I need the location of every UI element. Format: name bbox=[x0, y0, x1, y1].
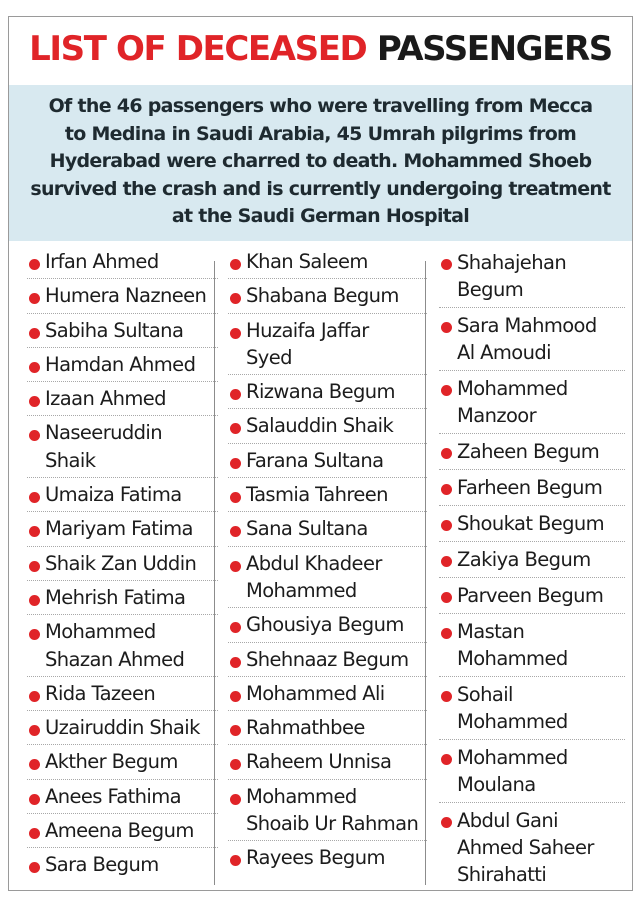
bullet-icon bbox=[29, 759, 40, 770]
list-item bbox=[27, 814, 218, 848]
bullet-icon bbox=[29, 362, 40, 373]
intro-line: Of the 46 passengers who were travelling from Mecca bbox=[48, 95, 593, 117]
bullet-icon bbox=[230, 622, 241, 633]
bullet-icon bbox=[29, 430, 40, 441]
passenger-name: Mohammed Moulana bbox=[457, 746, 568, 796]
intro-panel bbox=[9, 85, 632, 241]
passenger-name: Rayees Begum bbox=[246, 846, 385, 870]
passenger-name: Sara Mahmood Al Amoudi bbox=[457, 314, 597, 364]
passenger-name: Mohammed Ali bbox=[246, 681, 385, 705]
passenger-name: Mohammed Manzoor bbox=[457, 377, 568, 427]
bullet-icon bbox=[441, 448, 452, 459]
passenger-name: Shehnaaz Begum bbox=[246, 647, 409, 671]
list-item bbox=[228, 745, 427, 779]
passenger-name: Tasmia Tahreen bbox=[246, 483, 388, 507]
bullet-icon bbox=[29, 828, 40, 839]
bullet-icon bbox=[230, 526, 241, 537]
bullet-icon bbox=[230, 492, 241, 503]
list-item bbox=[27, 245, 218, 279]
list-item bbox=[228, 711, 427, 745]
list-item bbox=[228, 409, 427, 443]
passenger-name: Abdul Gani Ahmed Saheer Shirahatti bbox=[457, 809, 594, 886]
bullet-icon bbox=[230, 259, 241, 270]
passenger-name: Sana Sultana bbox=[246, 517, 368, 541]
list-item bbox=[439, 434, 625, 470]
passenger-name: Akther Begum bbox=[45, 750, 178, 774]
list-item bbox=[27, 848, 218, 881]
passenger-name: Humera Nazneen bbox=[45, 284, 207, 308]
bullet-icon bbox=[29, 725, 40, 736]
bullet-icon bbox=[441, 556, 452, 567]
title-highlight: LIST OF DECEASED bbox=[29, 29, 367, 69]
list-item bbox=[228, 279, 427, 313]
passenger-name: Rizwana Begum bbox=[246, 380, 395, 404]
list-item bbox=[439, 470, 625, 506]
passenger-name: Izaan Ahmed bbox=[45, 387, 166, 411]
bullet-icon bbox=[29, 396, 40, 407]
passenger-name: Shabana Begum bbox=[246, 284, 399, 308]
passenger-name: Khan Saleem bbox=[246, 250, 368, 273]
list-item bbox=[228, 314, 427, 376]
page-title bbox=[9, 29, 632, 69]
list-item bbox=[439, 506, 625, 542]
list-item bbox=[439, 371, 625, 434]
intro-line: survived the crash and is currently undergoing treatment bbox=[30, 177, 611, 200]
list-item bbox=[27, 478, 218, 512]
list-item bbox=[27, 677, 218, 711]
list-item bbox=[228, 444, 427, 478]
list-item bbox=[27, 279, 218, 313]
list-item bbox=[439, 803, 625, 891]
list-item bbox=[228, 478, 427, 512]
bullet-icon bbox=[230, 691, 241, 702]
bullet-icon bbox=[230, 389, 241, 400]
bullet-icon bbox=[230, 759, 241, 770]
bullet-icon bbox=[29, 862, 40, 873]
passenger-name: Ameena Begum bbox=[45, 819, 194, 843]
intro-line: Hyderabad were charred to death. Mohammed Shoeb bbox=[49, 150, 592, 172]
passenger-name: Shahajehan Begum bbox=[457, 251, 567, 301]
passenger-name: Mohammed Shoaib Ur Rahman bbox=[246, 784, 419, 836]
list-item bbox=[27, 615, 218, 677]
passenger-name: Sara Begum bbox=[45, 853, 159, 877]
bullet-icon bbox=[230, 458, 241, 469]
list-item bbox=[439, 308, 625, 371]
list-item bbox=[27, 382, 218, 416]
list-item bbox=[27, 512, 218, 546]
passenger-name: Ghousiya Begum bbox=[246, 613, 404, 637]
list-item bbox=[27, 416, 218, 478]
passenger-name: Shaik Zan Uddin bbox=[45, 551, 197, 575]
name-column-3 bbox=[439, 245, 625, 891]
list-item bbox=[228, 547, 427, 609]
passenger-name: Mehrish Fatima bbox=[45, 585, 186, 609]
passenger-name: Hamdan Ahmed bbox=[45, 352, 196, 376]
deceased-list-card bbox=[8, 16, 633, 891]
bullet-icon bbox=[230, 855, 241, 866]
list-item bbox=[228, 375, 427, 409]
list-item bbox=[27, 711, 218, 745]
bullet-icon bbox=[441, 259, 452, 270]
bullet-icon bbox=[230, 794, 241, 805]
passenger-name: Zaheen Begum bbox=[457, 440, 600, 463]
list-item bbox=[439, 677, 625, 740]
list-item bbox=[228, 643, 427, 677]
list-item bbox=[228, 608, 427, 642]
bullet-icon bbox=[29, 595, 40, 606]
passenger-name: Farheen Begum bbox=[457, 476, 603, 499]
passenger-name: Rida Tazeen bbox=[45, 681, 156, 705]
bullet-icon bbox=[441, 691, 452, 702]
passenger-name: Parveen Begum bbox=[457, 584, 604, 607]
list-item bbox=[27, 780, 218, 814]
passenger-name: Mastan Mohammed bbox=[457, 620, 568, 670]
bullet-icon bbox=[29, 526, 40, 537]
list-item bbox=[27, 348, 218, 382]
passenger-name: Irfan Ahmed bbox=[45, 250, 159, 273]
passenger-name: Uzairuddin Shaik bbox=[45, 716, 200, 740]
list-item bbox=[228, 512, 427, 546]
passenger-name: Sohail Mohammed bbox=[457, 683, 568, 733]
passenger-name: Naseeruddin Shaik bbox=[45, 421, 162, 472]
passenger-name: Zakiya Begum bbox=[457, 548, 591, 571]
bullet-icon bbox=[441, 592, 452, 603]
list-item bbox=[228, 245, 427, 279]
passenger-name: Shoukat Begum bbox=[457, 512, 605, 535]
list-item bbox=[439, 542, 625, 578]
list-item bbox=[27, 745, 218, 779]
bullet-icon bbox=[29, 259, 40, 270]
bullet-icon bbox=[441, 628, 452, 639]
passenger-name: Farana Sultana bbox=[246, 448, 384, 472]
bullet-icon bbox=[441, 484, 452, 495]
list-item bbox=[228, 677, 427, 711]
bullet-icon bbox=[441, 520, 452, 531]
bullet-icon bbox=[230, 657, 241, 668]
bullet-icon bbox=[230, 561, 241, 572]
bullet-icon bbox=[441, 817, 452, 828]
bullet-icon bbox=[230, 328, 241, 339]
passenger-name: Salauddin Shaik bbox=[246, 414, 394, 438]
bullet-icon bbox=[29, 629, 40, 640]
list-item bbox=[228, 780, 427, 842]
intro-line: to Medina in Saudi Arabia, 45 Umrah pilgrims from bbox=[64, 122, 577, 145]
bullet-icon bbox=[230, 725, 241, 736]
list-item bbox=[439, 245, 625, 308]
passenger-name: Mohammed Shazan Ahmed bbox=[45, 620, 185, 671]
bullet-icon bbox=[441, 754, 452, 765]
bullet-icon bbox=[230, 423, 241, 434]
passenger-name: Umaiza Fatima bbox=[45, 483, 182, 507]
passenger-name: Abdul Khadeer Mohammed bbox=[246, 551, 382, 602]
list-item bbox=[27, 547, 218, 581]
bullet-icon bbox=[441, 322, 452, 333]
bullet-icon bbox=[29, 492, 40, 503]
intro-line: at the Saudi German Hospital bbox=[171, 205, 470, 227]
title-rest: PASSENGERS bbox=[376, 29, 612, 69]
list-item bbox=[228, 841, 427, 874]
bullet-icon bbox=[29, 328, 40, 339]
list-item bbox=[27, 581, 218, 615]
name-column-2 bbox=[228, 245, 427, 875]
passenger-name: Raheem Unnisa bbox=[246, 750, 392, 774]
bullet-icon bbox=[29, 691, 40, 702]
name-column-1 bbox=[27, 245, 218, 882]
bullet-icon bbox=[29, 794, 40, 805]
list-item bbox=[439, 614, 625, 677]
passenger-name: Rahmathbee bbox=[246, 716, 365, 740]
bullet-icon bbox=[230, 293, 241, 304]
passenger-name: Huzaifa Jaffar Syed bbox=[246, 318, 369, 369]
passenger-name: Mariyam Fatima bbox=[45, 517, 193, 541]
list-item bbox=[439, 740, 625, 803]
bullet-icon bbox=[441, 385, 452, 396]
passenger-name: Sabiha Sultana bbox=[45, 318, 184, 342]
passenger-name: Anees Fathima bbox=[45, 784, 181, 808]
bullet-icon bbox=[29, 293, 40, 304]
bullet-icon bbox=[29, 561, 40, 572]
list-item bbox=[439, 578, 625, 614]
list-item bbox=[27, 314, 218, 348]
